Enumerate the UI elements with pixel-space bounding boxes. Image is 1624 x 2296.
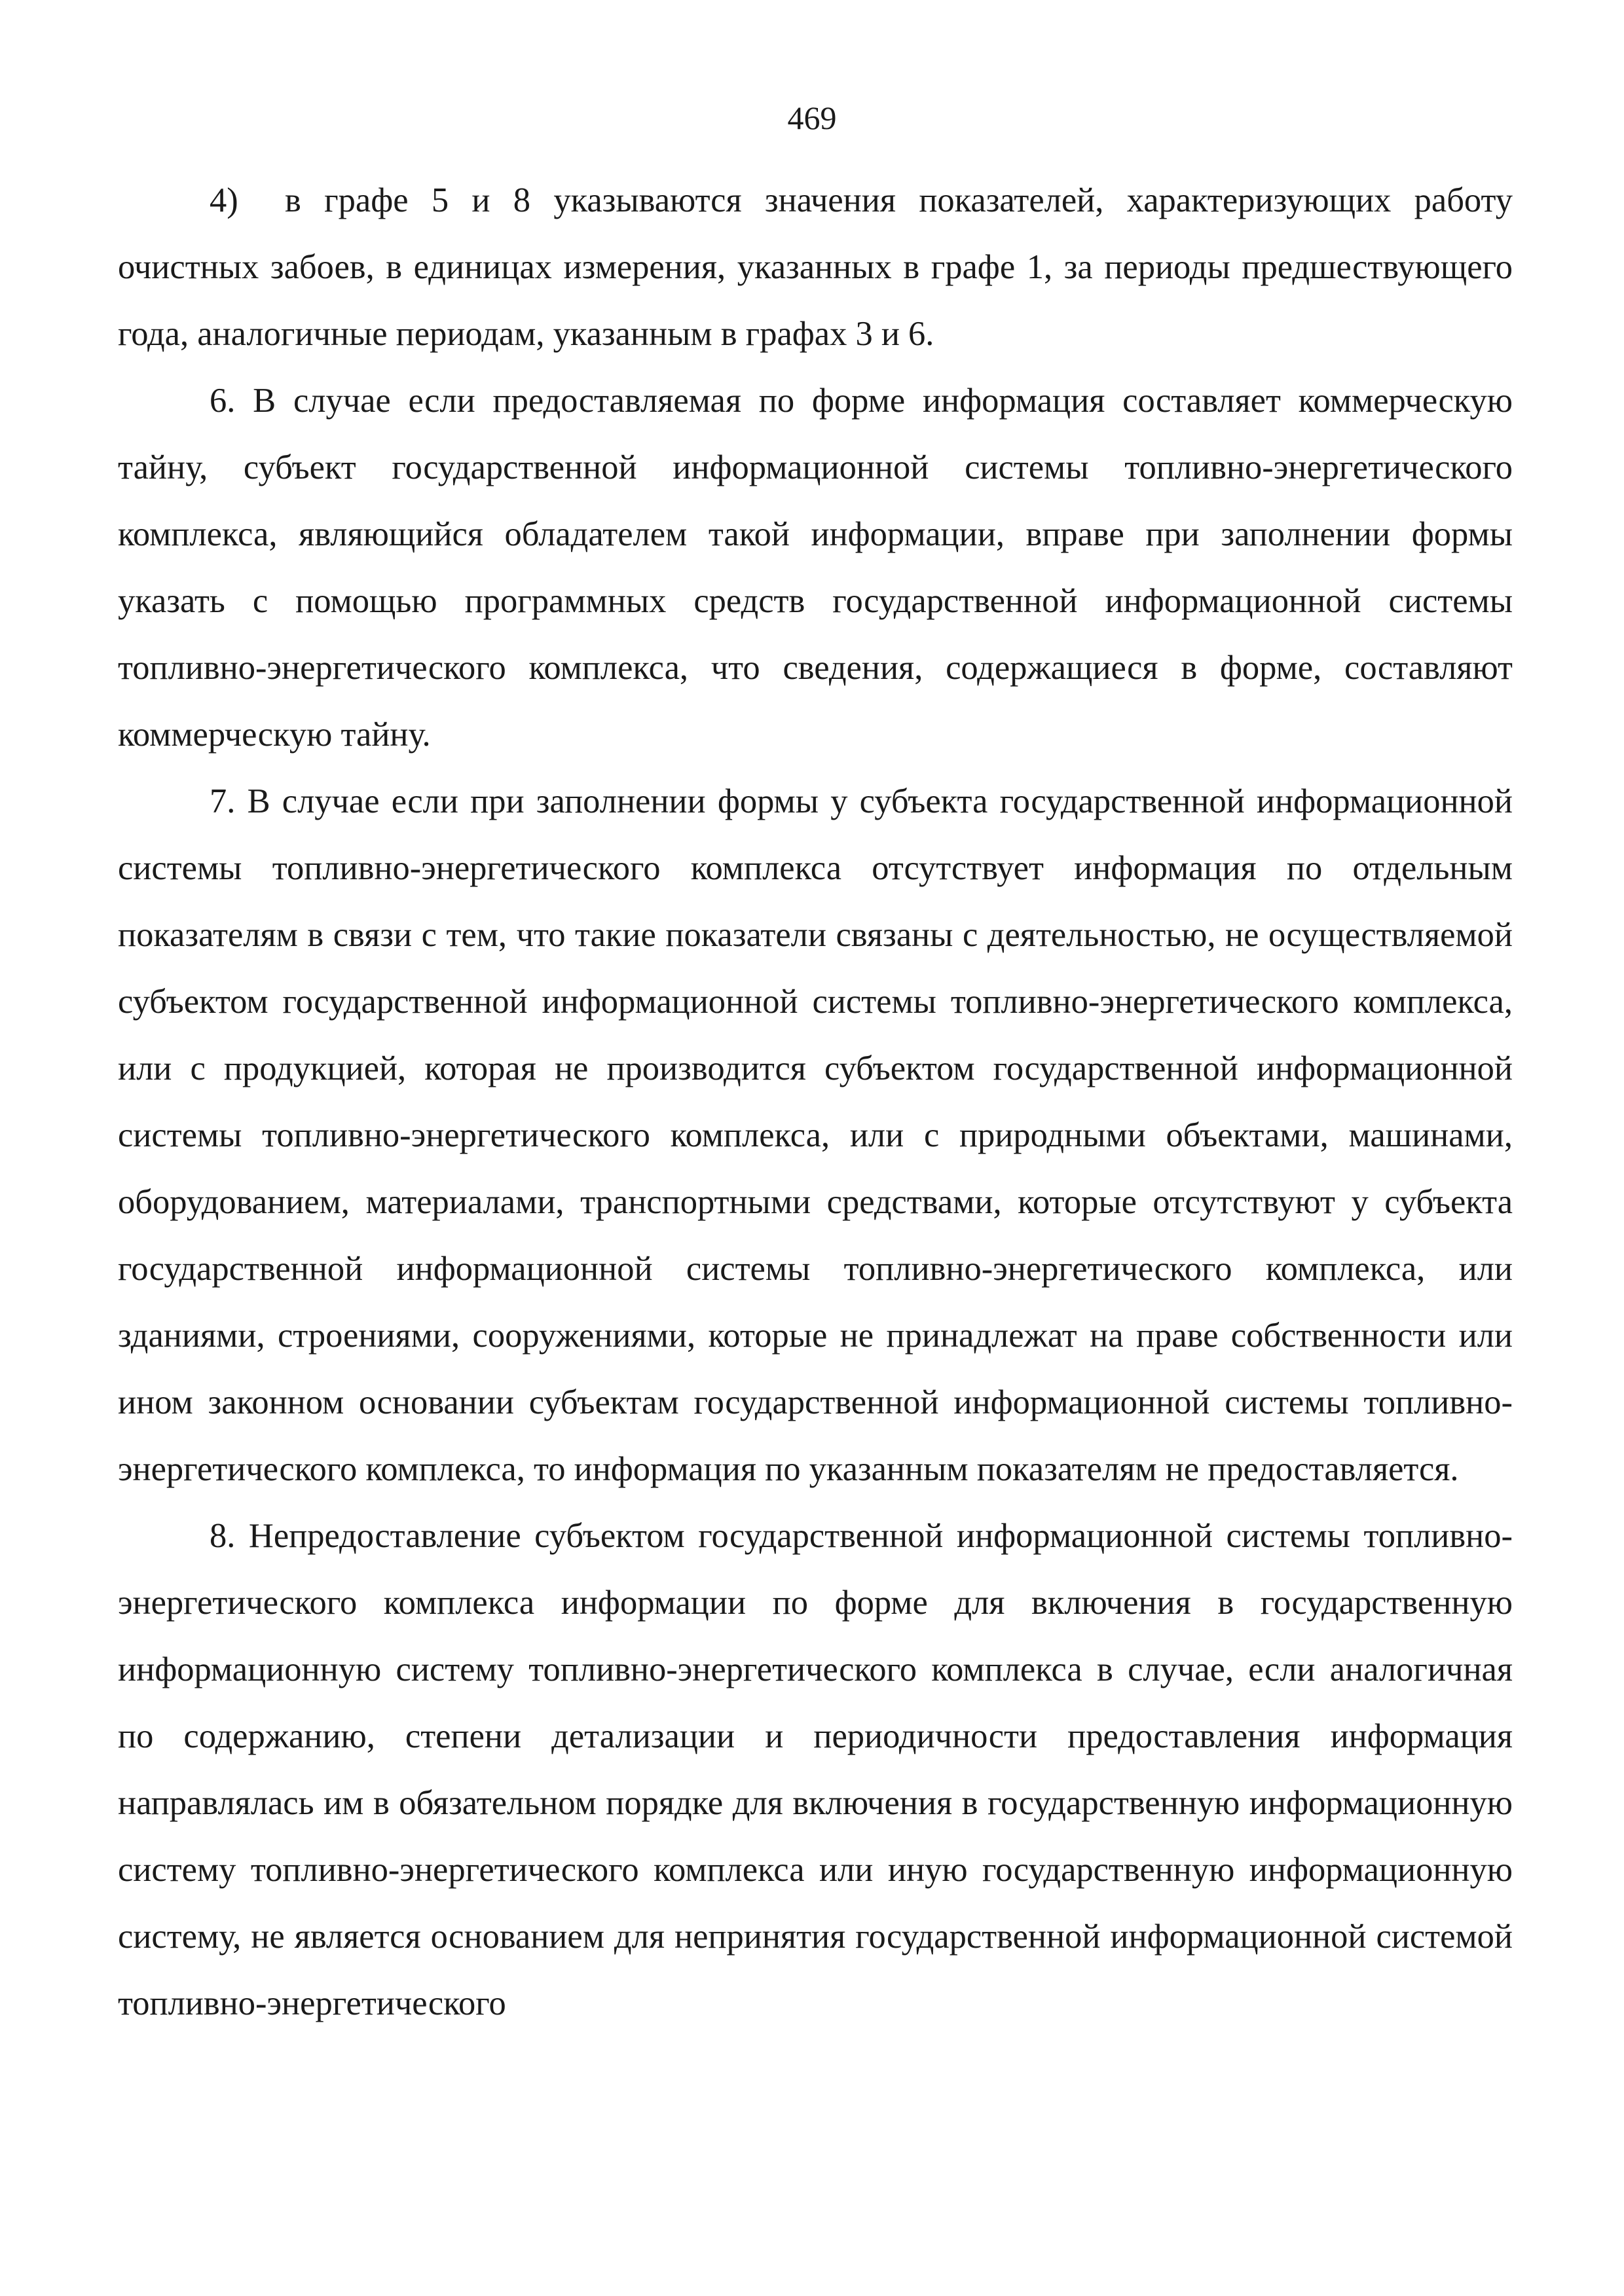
list-marker: 4)	[210, 181, 238, 219]
list-item-text: в графе 5 и 8 указываются значения показателей, характеризующих работу очистных забоев, в единицах измерения, указанных в графе 1, за периоды предшествующего года, аналогичные периодам, указанным в графах 3 и 6.	[118, 181, 1513, 353]
paragraph-8: 8. Непредоставление субъектом государственной информационной системы топливно-энергетического комплекса информации по форме для включения в государственную информационную систему топливно-энергетического комплекса в случае, если аналогичная по содержанию, степени детализации и периодичности предоставления информация направлялась им в обязательном порядке для включения в государственную информационную систему топливно-энергетического комплекса или иную государственную информационную систему, не является основанием для непринятия государственной информационной системой топливно-энергетического	[118, 1517, 1513, 2022]
list-item-4	[118, 167, 1513, 367]
document-body	[118, 167, 1513, 2037]
paragraph-6: 6. В случае если предоставляемая по форме информация составляет коммерческую тайну, субъект государственной информационной системы топливно-энергетического комплекса, являющийся обладателем такой информации, вправе при заполнении формы указать с помощью программных средств государственной информационной системы топливно-энергетического комплекса, что сведения, содержащиеся в форме, составляют коммерческую тайну.	[118, 382, 1513, 754]
paragraph-7: 7. В случае если при заполнении формы у субъекта государственной информационной системы топливно-энергетического комплекса отсутствует информация по отдельным показателям в связи с тем, что такие показатели связаны с деятельностью, не осуществляемой субъектом государственной информационной системы топливно-энергетического комплекса, или с продукцией, которая не производится субъектом государственной информационной системы топливно-энергетического комплекса, или с природными объектами, машинами, оборудованием, материалами, транспортными средствами, которые отсутствуют у субъекта государственной информационной системы топливно-энергетического комплекса, или зданиями, строениями, сооружениями, которые не принадлежат на праве собственности или ином законном основании субъектам государственной информационной системы топливно-энергетического комплекса, то информация по указанным показателям не предоставляется.	[118, 782, 1513, 1488]
page-number: 469	[787, 100, 837, 136]
